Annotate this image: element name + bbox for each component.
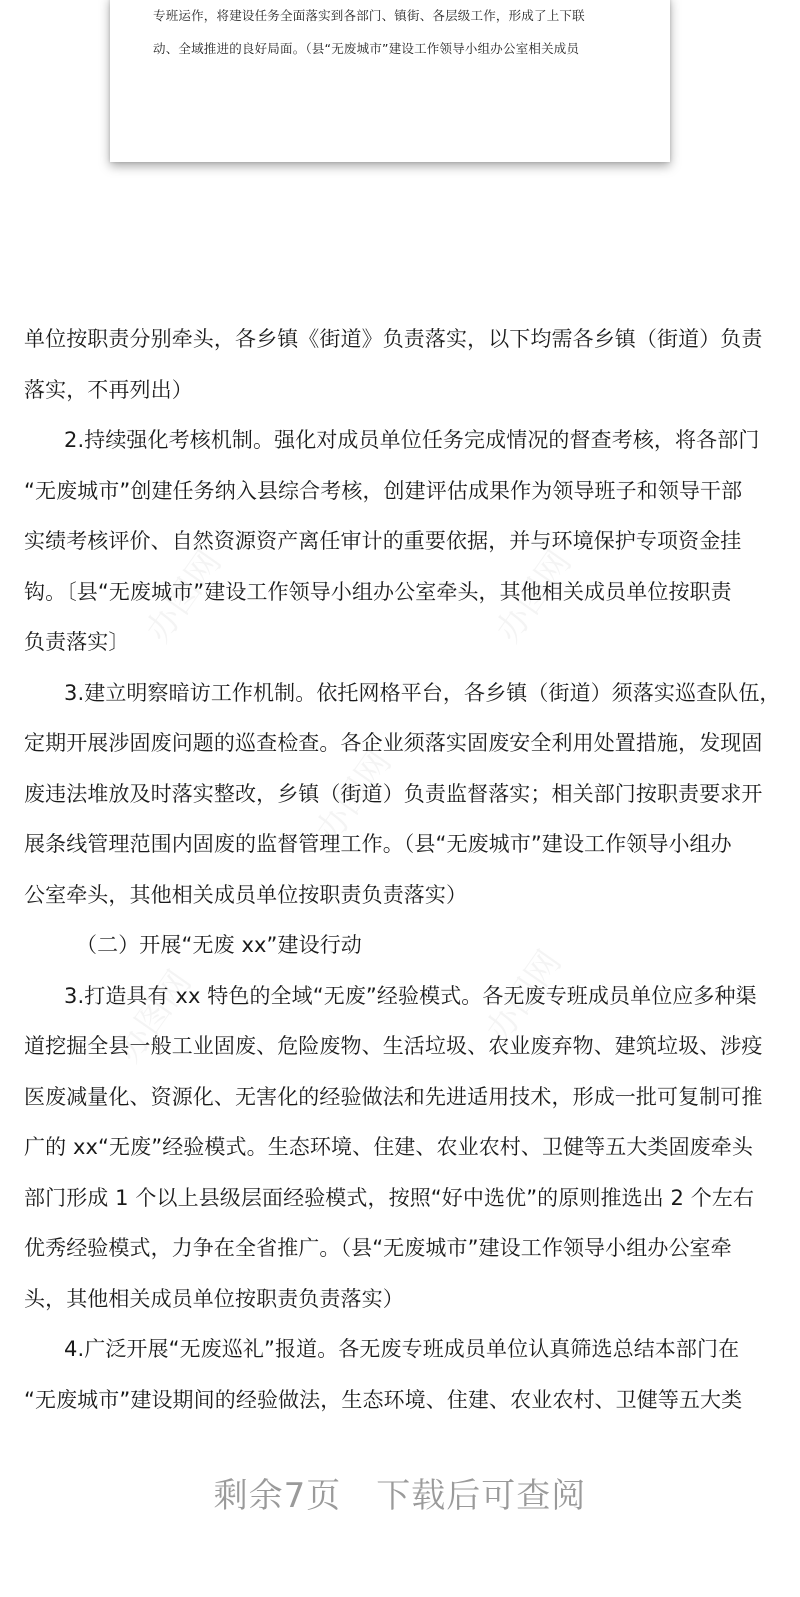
text-line: 部门形成 1 个以上县级层面经验模式，按照“好中选优”的原则推选出 2 个左右 <box>24 1185 755 1210</box>
section-heading: （二）开展“无废 xx”建设行动 <box>76 933 362 957</box>
text-line: 负责落实〕 <box>24 630 130 654</box>
text-line: 4.广泛开展“无废巡礼”报道。各无废专班成员单位认真筛选总结本部门在 <box>64 1337 740 1361</box>
text-line: 定期开展涉固废问题的巡查检查。各企业须落实固废安全利用处置措施，发现固 <box>24 731 763 755</box>
text-line: “无废城市”创建任务纳入县综合考核，创建评估成果作为领导班子和领导干部 <box>24 478 743 503</box>
text-line: 优秀经验模式，力争在全省推广。（县“无废城市”建设工作领导小组办公室牵 <box>24 1236 732 1260</box>
watermark: 办图网 <box>488 543 580 650</box>
text-line: 落实，不再列出） <box>24 377 193 402</box>
preview-text-line: 动、全域推进的良好局面。（县“无废城市”建设工作领导小组办公室相关成员 <box>153 41 580 56</box>
watermark: 办图网 <box>138 543 230 650</box>
text-line: 头，其他相关成员单位按职责负责落实） <box>24 1286 404 1311</box>
text-line: 钩。〔县“无废城市”建设工作领导小组办公室牵头，其他相关成员单位按职责 <box>24 579 732 604</box>
text-line: 医废减量化、资源化、无害化的经验做法和先进适用技术，形成一批可复制可推 <box>24 1084 763 1109</box>
text-line: 广的 xx“无废”经验模式。生态环境、住建、农业农村、卫健等五大类固废牵头 <box>24 1135 753 1159</box>
remaining-pages-banner: 剩余7页 下载后可查阅 <box>213 1476 587 1516</box>
text-line: 废违法堆放及时落实整改，乡镇（街道）负责监督落实；相关部门按职责要求开 <box>24 781 763 806</box>
text-line: 3.打造具有 xx 特色的全域“无废”经验模式。各无废专班成员单位应多种渠 <box>64 983 757 1008</box>
text-line: 单位按职责分别牵头，各乡镇《街道》负责落实，以下均需各乡镇（街道）负责 <box>24 327 763 351</box>
page-preview-card <box>110 0 670 162</box>
text-line: 展条线管理范围内固废的监督管理工作。（县“无废城市”建设工作领导小组办 <box>24 832 732 856</box>
text-line: “无废城市”建设期间的经验做法，生态环境、住建、农业农村、卫健等五大类 <box>24 1387 743 1412</box>
watermark: 办图网 <box>108 963 200 1070</box>
text-line: 3.建立明察暗访工作机制。依托网格平台，各乡镇（街道）须落实巡查队伍， <box>64 680 781 705</box>
watermark: 办图网 <box>308 743 400 850</box>
text-line: 2.持续强化考核机制。强化对成员单位任务完成情况的督查考核，将各部门 <box>64 428 760 452</box>
preview-text-line: 专班运作，将建设任务全面落实到各部门、镇街、各层级工作，形成了上下联 <box>153 8 585 23</box>
text-line: 实绩考核评价、自然资源资产离任审计的重要依据，并与环境保护专项资金挂 <box>24 529 742 553</box>
text-line: 道挖掘全县一般工业固废、危险废物、生活垃圾、农业废弃物、建筑垃圾、涉疫 <box>24 1034 763 1058</box>
document-body <box>24 314 781 1425</box>
watermark: 办图网 <box>478 943 570 1050</box>
text-line: 公室牵头，其他相关成员单位按职责负责落实） <box>24 882 468 907</box>
